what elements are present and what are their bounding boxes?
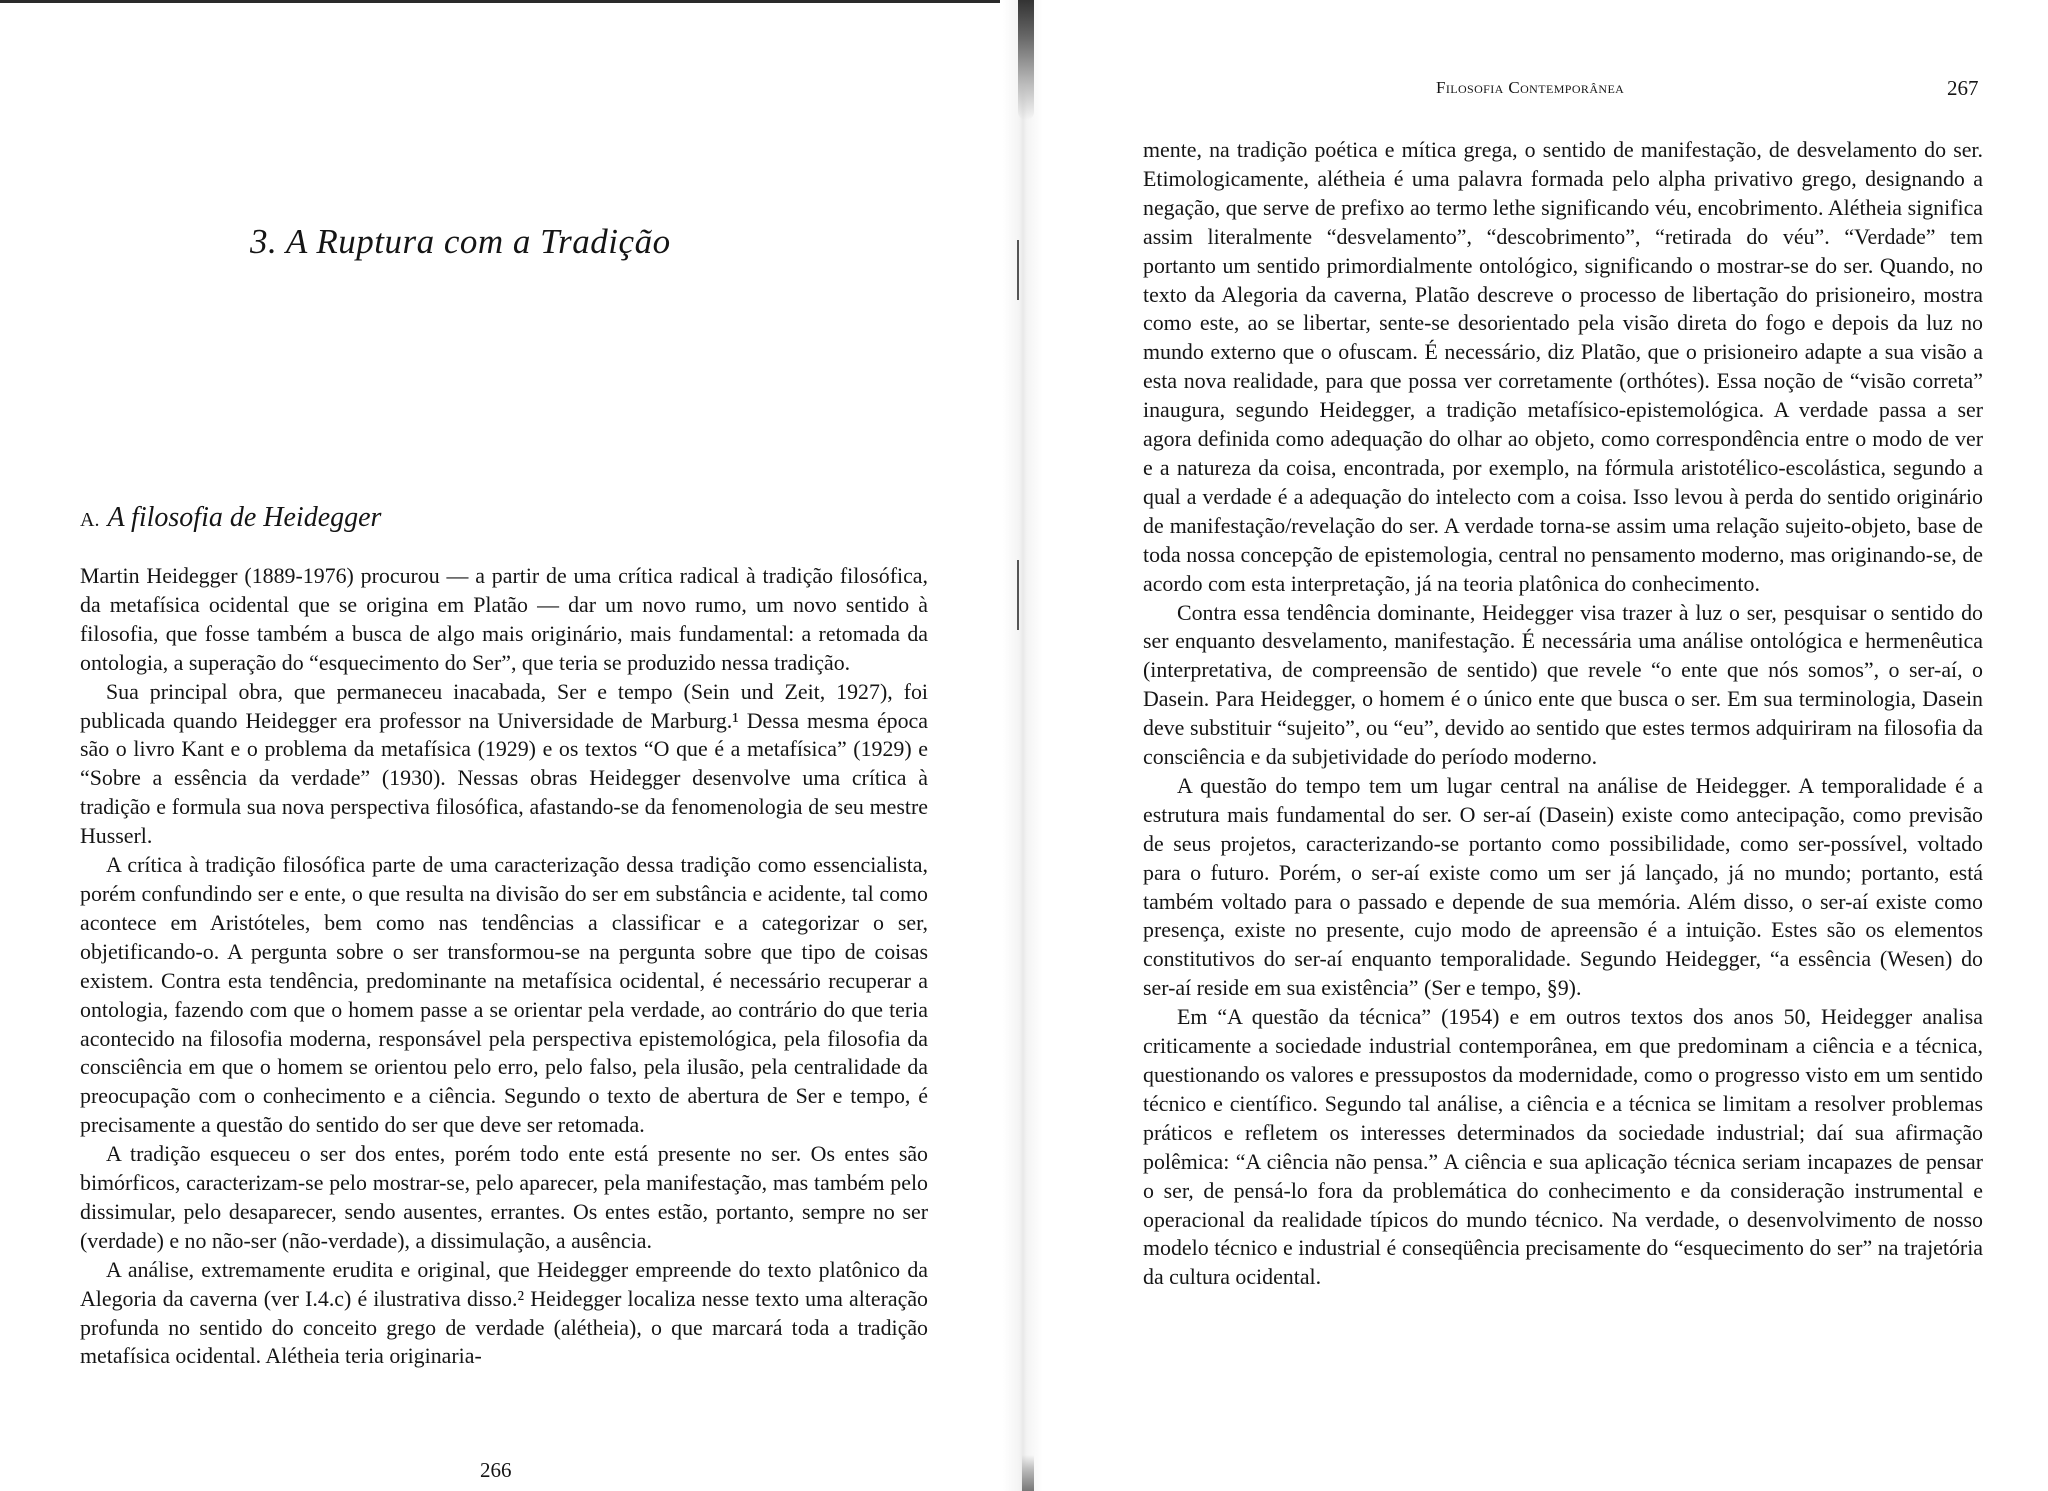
gutter-shadow-bottom <box>1022 1455 1034 1491</box>
paragraph: A crítica à tradição filosófica parte de uma caracterização dessa tradição como essencialista, porém confundindo ser e ente, o que resulta na divisão do ser em substância e acidente, tal como acontece em Aristóteles, bem como nas tendências a classificar e a categorizar o ser, objetificando-o. A pergunta sobre o ser transformou-se na pergunta sobre que tipo de coisas existem. Contra esta tendência, predominante na metafísica ocidental, é necessário recuperar a ontologia, fazendo com que o homem passe a se orientar pela verdade, ao contrário do que teria acontecido na filosofia moderna, responsável pela perspectiva epistemológica, pela filosofia da consciência em que o homem se orientou pelo erro, pelo falso, pela ilusão, pela centralidade da preocupação com o conhecimento e a ciência. Segundo o texto de abertura de Ser e tempo, é precisamente a questão do sentido do ser que deve ser retomada. <box>80 852 928 1138</box>
gutter-shadow-top <box>1018 0 1034 120</box>
paragraph: A questão do tempo tem um lugar central na análise de Heidegger. A temporalidade é a estrutura mais fundamental do ser. O ser-aí (Dasein) existe como antecipação, como previsão de seus projetos, caracterizando-se portanto como possibilidade, como ser-possível, voltado para o futuro. Porém, o ser-aí existe como um ser já lançado, já no mundo; portanto, está também voltado para o passado e depende de sua memória. Além disso, o ser-aí existe como presença, existe no presente, cujo modo de apreensão é a intuição. Estes são os elementos constitutivos do ser-aí enquanto temporalidade. Segundo Heidegger, “a essência (Wesen) do ser-aí reside em sua existência” (Ser e tempo, §9). <box>1143 772 1983 1001</box>
paragraph: Sua principal obra, que permaneceu inacabada, Ser e tempo (Sein und Zeit, 1927), foi publicada quando Heidegger era professor na Universidade de Marburg.¹ Dessa mesma época são o livro Kant e o problema da metafísica (1929) e os textos “O que é a metafísica” (1929) e “Sobre a essência da verdade” (1930). Nessas obras Heidegger desenvolve uma crítica à tradição e formula sua nova perspectiva filosófica, afastando-se da fenomenologia de seu mestre Husserl. <box>80 678 928 849</box>
paragraph: A análise, extremamente erudita e original, que Heidegger empreende do texto platônico da Alegoria da caverna (ver I.4.c) é ilustrativa disso.² Heidegger localiza nesse texto uma alteração profunda no sentido do conceito grego de verdade (alétheia), o que marcará toda a tradição metafísica ocidental. Alétheia teria originaria- <box>80 1256 928 1369</box>
section-title: A filosofia de Heidegger <box>107 502 382 533</box>
page-number: 267 <box>1947 76 1979 100</box>
margin-mark <box>1017 560 1019 630</box>
paragraph: Em “A questão da técnica” (1954) e em outros textos dos anos 50, Heidegger analisa criticamente a sociedade industrial contemporânea, em que predominam a ciência e a técnica, questionando os valores e pressupostos da modernidade, como o progresso visto em um sentido técnico e científico. Segundo tal análise, a ciência e a técnica se limitam a resolver problemas práticos e refletem os interesses determinados da sociedade industrial; daí sua afirmação polêmica: “A ciência não pensa.” A ciência e sua aplicação técnica seriam incapazes de pensar o ser, de pensá-lo fora da problemática do conhecimento e da consideração instrumental e operacional da realidade típicos do mundo técnico. Na verdade, o desenvolvimento de nosso modelo técnico e industrial é conseqüência precisamente do “esquecimento do ser” na trajetória da cultura ocidental. <box>1143 1004 1983 1290</box>
running-head: Filosofia Contemporânea <box>1436 78 1625 97</box>
right-body-text <box>1143 136 1983 1292</box>
section-letter: A. <box>80 509 100 531</box>
paragraph: A tradição esqueceu o ser dos entes, porém todo ente está presente no ser. Os entes são bimórficos, caracterizam-se pelo mostrar-se, pelo aparecer, pela manifestação, mas também pelo dissimular, pelo desaparecer, sendo ausentes, errantes. Os entes estão, portanto, sempre no ser (verdade) e no não-ser (não-verdade), a dissimulação, a ausência. <box>80 1141 928 1253</box>
paragraph: mente, na tradição poética e mítica grega, o sentido de manifestação, de desvelamento do ser. Etimologicamente, alétheia é uma palavra formada pelo alpha privativo grego, designando a negação, que serve de prefixo ao termo lethe significando véu, encobrimento. Alétheia significa assim literalmente “desvelamento”, “descobrimento”, “retirada do véu”. “Verdade” tem portanto um sentido primordialmente ontológico, significando o mostrar-se do ser. Quando, no texto da Alegoria da caverna, Platão descreve o processo de libertação do prisioneiro, mostra como este, ao se libertar, sente-se desorientado pela visão direta do fogo e depois da luz no mundo externo que o ofuscam. É necessário, diz Platão, que o prisioneiro adapte a sua visão a esta nova realidade, para que possa ver corretamente (orthótes). Essa noção de “visão correta” inaugura, segundo Heidegger, a tradição metafísico-epistemológica. A verdade passa a ser agora definida como adequação do olhar ao objeto, como correspondência entre o modo de ver e a natureza da coisa, encontrada, por exemplo, na fórmula aristotélico-escolástica, segundo a qual a verdade é a adequação do intelecto com a coisa. Isso levou à perda do sentido originário de manifestação/revelação do ser. A verdade torna-se assim uma relação sujeito-objeto, base de toda nossa concepção de epistemologia, central no pensamento moderno, mas originando-se, de acordo com esta interpretação, já na teoria platônica do conhecimento. <box>1143 137 1983 596</box>
chapter-title: 3. A Ruptura com a Tradição <box>250 222 671 261</box>
section-heading <box>80 502 381 534</box>
paragraph: Contra essa tendência dominante, Heidegger visa trazer à luz o ser, pesquisar o sentido do ser enquanto desvelamento, manifestação. É necessária uma análise ontológica e hermenêutica (interpretativa, de compreensão de sentido) que revele “o ente que nós somos”, o ser-aí, o Dasein. Para Heidegger, o homem é o único ente que busca o ser. Em sua terminologia, Dasein deve substituir “sujeito”, ou “eu”, devido ao sentido que estes termos adquiriram na filosofia da consciência e da subjetividade do período moderno. <box>1143 599 1983 770</box>
page-number: 266 <box>480 1458 512 1482</box>
left-page <box>0 0 1010 1491</box>
paragraph: Martin Heidegger (1889-1976) procurou — a partir de uma crítica radical à tradição filosófica, da metafísica ocidental que se origina em Platão — dar um novo rumo, um novo sentido à filosofia, que fosse também a busca de algo mais originário, mais fundamental: a retomada da ontologia, a superação do “esquecimento do Ser”, que teria se produzido nessa tradição. <box>80 563 928 675</box>
margin-mark <box>1017 240 1019 300</box>
left-body-text <box>80 562 928 1371</box>
